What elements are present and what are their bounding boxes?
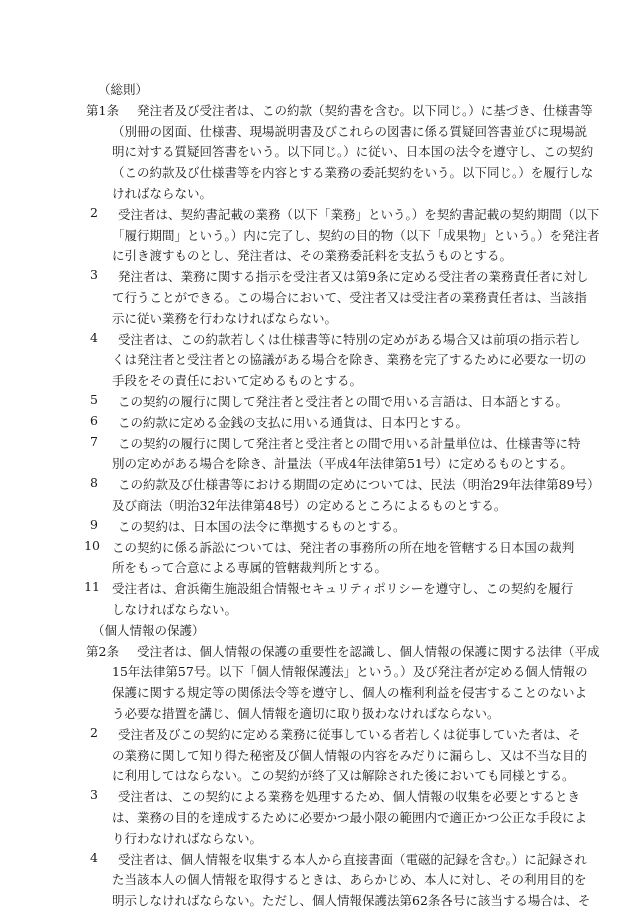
article1-paragraph-line: 明に対する質疑回答書をいう。以下同じ。）に従い、日本国の法令を遵守し、この契約 <box>112 144 594 160</box>
article1-paragraph-line: （別冊の図面、仕様書、現場説明書及びこれらの図書に係る質疑回答書並びに現場説 <box>112 123 588 139</box>
article1-item-number: 4 <box>90 329 98 345</box>
article1-paragraph-line: ければならない。 <box>112 186 213 201</box>
article1-item-number: 2 <box>90 204 98 220</box>
article1-label: 第1条 <box>86 102 119 118</box>
article1-item-line: くは発注者と受注者との協議がある場合を除き、業務を完了するために必要な一切の <box>112 352 587 368</box>
article1-paragraph-line: （この約款及び仕様書等を内容とする業務の委託契約をいう。以下同じ。）を履行しな <box>112 165 594 181</box>
article1-item-line: この約款に定める金銭の支払に用いる通貨は、日本円とする。 <box>118 414 469 430</box>
article1-item-line: て行うことができる。この場合において、受注者又は受注者の業務責任者は、当該指 <box>112 290 587 305</box>
article2-item-line: り行わなければならない。 <box>112 830 263 846</box>
article1-item-line: この契約の履行に関して発注者と受注者との間で用いる計量単位は、仕様書等に特 <box>118 435 581 451</box>
article1-item-number: 5 <box>90 392 98 407</box>
article2-item-number: 2 <box>90 724 98 740</box>
article1-item-line: 受注者は、倉浜衛生施設組合情報セキュリティポリシーを遵守し、この契約を履行 <box>112 581 574 597</box>
article2-item-line: に利用してはならない。この契約が終了又は解除された後においても同様とする。 <box>112 768 575 784</box>
article2-paragraph-line: 保護に関する規定等の関係法令等を遵守し、個人の権利利益を侵害することのないよ <box>112 685 588 701</box>
article2-item-line: 明示しなければならない。ただし、個人情報保護法第62条各号に該当する場合は、そ <box>112 893 591 909</box>
article1-item-line: 「履行期間」という。）内に完了し、契約の目的物（以下「成果物」という。）を発注者 <box>112 227 600 243</box>
article2-item-line: は、業務の目的を達成するために必要かつ最小限の範囲内で適正かつ公正な手段によ <box>112 810 588 825</box>
article1-item-line: しなければならない。 <box>112 602 238 617</box>
article1-item-number: 9 <box>90 516 98 532</box>
article1-item-line: 別の定めがある場合を除き、計量法（平成4年法律第51号）に定めるものとする。 <box>112 456 573 472</box>
article2-item-line: 受注者は、この契約による業務を処理するため、個人情報の収集を必要とするとき <box>118 789 581 805</box>
article1-item-line: 所をもって合意による専属的管轄裁判所とする。 <box>112 560 388 576</box>
article1-item-number: 6 <box>90 412 98 428</box>
article1-item-number: 8 <box>90 475 98 491</box>
article1-heading: （総則） <box>98 82 149 97</box>
article1-item-line: 発注者は、業務に関する指示を受注者又は第9条に定める受注者の業務責任者に対し <box>118 269 589 285</box>
article2-paragraph-line: 受注者は、個人情報の保護の重要性を認識し、個人情報の保護に関する法律（平成 <box>137 643 600 659</box>
article1-item-number: 3 <box>90 267 98 283</box>
article2-heading: （個人情報の保護） <box>92 622 205 638</box>
article2-paragraph-line: 15年法律第57号。以下「個人情報保護法」という。）及び発注者が定める個人情報の <box>112 664 588 680</box>
article2-item-line: 受注者及びこの契約に定める業務に従事している者若しくは従事していた者は、そ <box>118 726 581 742</box>
article1-item-line: この契約は、日本国の法令に準拠するものとする。 <box>118 518 406 534</box>
article1-item-number: 7 <box>90 433 98 449</box>
article2-item-line: の業務に関して知り得た秘密及び個人情報の内容をみだりに漏らし、又は不当な目的 <box>112 747 588 763</box>
article1-item-line: 受注者は、この約款若しくは仕様書等に特別の定めがある場合又は前項の指示若し <box>118 331 581 347</box>
article1-item-line: 手段をその責任において定めるものとする。 <box>112 373 363 389</box>
article1-item-line: この約款及び仕様書等における期間の定めについては、民法（明治29年法律第89号） <box>118 477 600 493</box>
article2-item-line: 受注者は、個人情報を収集する本人から直接書面（電磁的記録を含む。）に記録され <box>118 851 587 867</box>
article1-item-line: 受注者は、契約書記載の業務（以下「業務」という。）を契約書記載の契約期間（以下 <box>118 206 600 222</box>
article1-item-number: 11 <box>84 579 100 595</box>
article1-item-line: 及び商法（明治32年法律第48号）の定めるところによるものとする。 <box>112 498 507 513</box>
article2-paragraph-line: う必要な措置を講じ、個人情報を適切に取り扱わなければならない。 <box>112 706 500 721</box>
article1-item-line: この契約の履行に関して発注者と受注者との間で用いる言語は、日本語とする。 <box>118 394 569 409</box>
article2-item-number: 3 <box>90 787 98 803</box>
article1-paragraph-line: 発注者及び受注者は、この約款（契約書を含む。以下同じ。）に基づき、仕様書等 <box>137 102 593 118</box>
article1-item-line: 示に従い業務を行わなければならない。 <box>112 310 338 326</box>
article2-item-line: た当該本人の個人情報を取得するときは、あらかじめ、本人に対し、その利用目的を <box>112 872 587 888</box>
article1-item-line: に引き渡すものとし、発注者は、その業務委託料を支払うものとする。 <box>112 248 513 264</box>
article2-label: 第2条 <box>86 643 119 659</box>
article2-item-number: 4 <box>90 849 98 865</box>
article1-item-line: この契約に係る訴訟については、発注者の事務所の所在地を管轄する日本国の裁判 <box>112 539 575 555</box>
article1-item-number: 10 <box>84 537 100 553</box>
